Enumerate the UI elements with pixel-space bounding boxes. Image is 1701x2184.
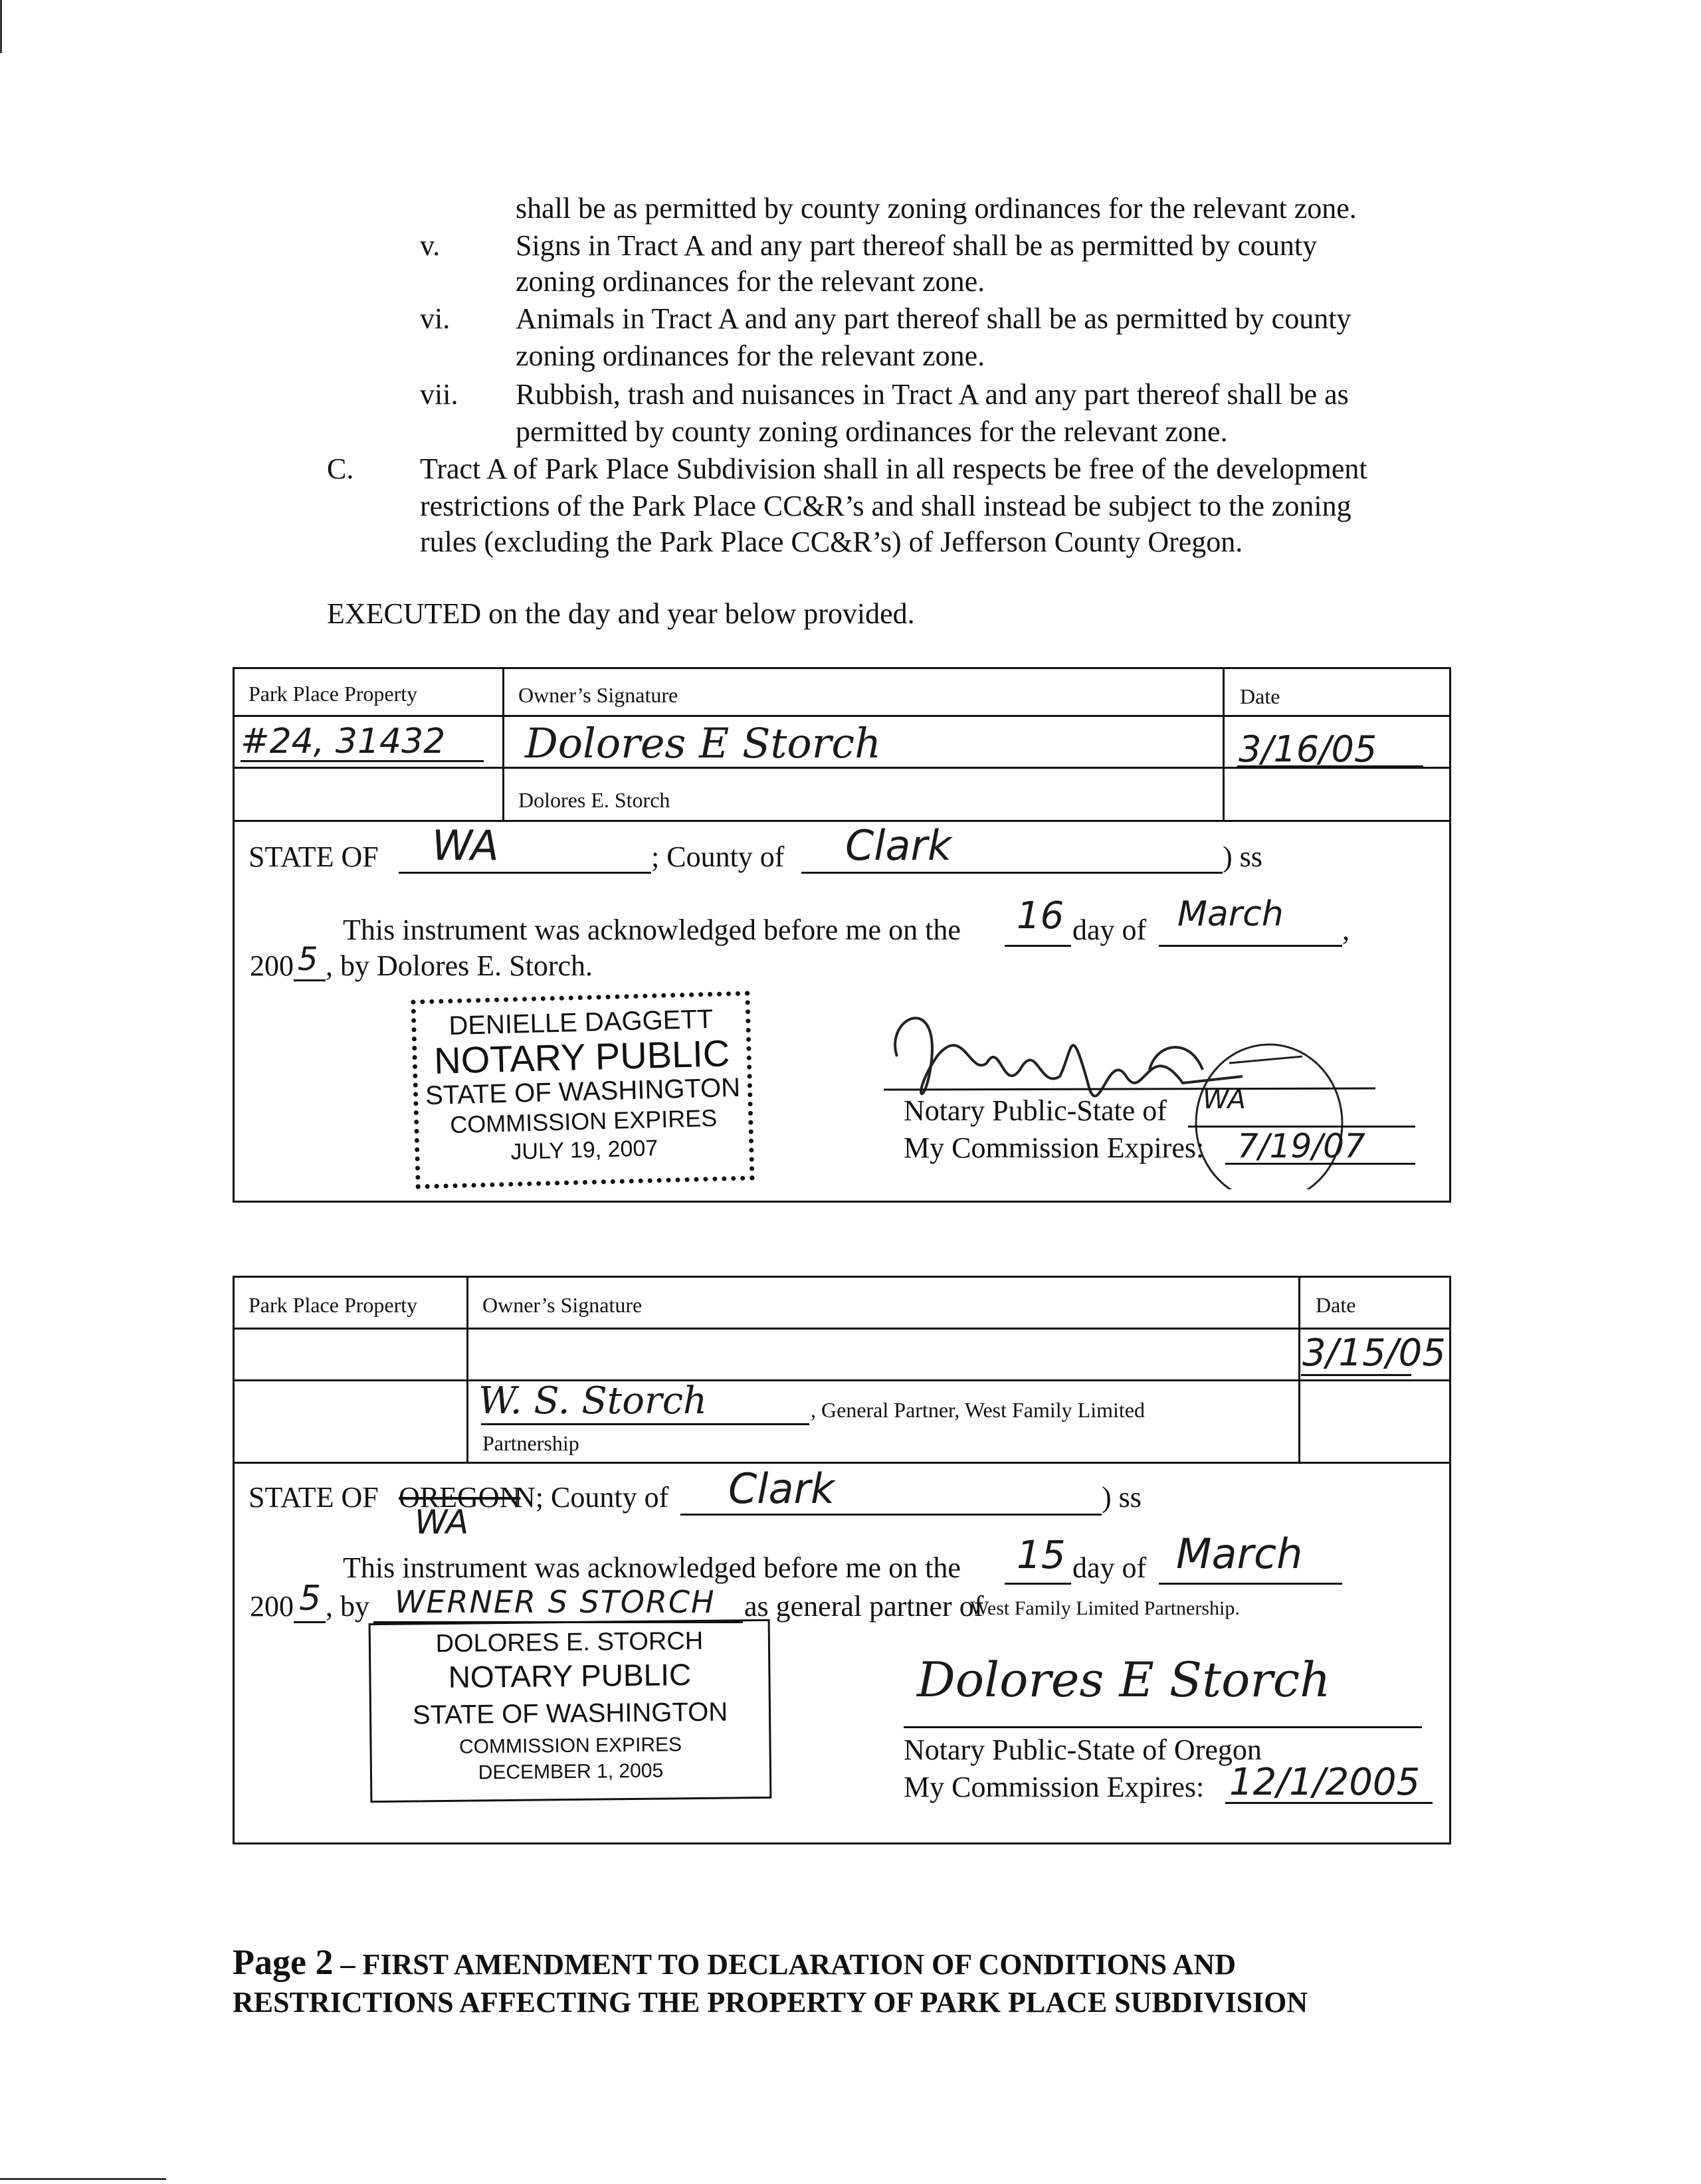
block1-date-underline <box>1237 765 1423 767</box>
block2-header-property: Park Place Property <box>249 1293 418 1317</box>
block1-county-blank <box>801 872 1223 874</box>
block2-partnership: Partnership <box>482 1431 579 1455</box>
block1-owner-signature: Dolores E Storch <box>525 719 882 767</box>
scan-edge-bottom <box>0 2178 166 2180</box>
block1-year-blank <box>294 979 326 981</box>
stamp1-name: DENIELLE DAGGETT <box>448 1004 714 1041</box>
block1-year-prefix: 200 <box>250 949 294 982</box>
block1-header-property: Park Place Property <box>249 682 418 706</box>
block1-by-text: , by Dolores E. Storch. <box>326 949 593 982</box>
notary-stamp-1 <box>411 991 754 1189</box>
footer-line-1 <box>233 1941 1236 1983</box>
block2-ack-text: This instrument was acknowledged before me on the <box>343 1551 961 1584</box>
block1-state-value: WA <box>432 821 499 870</box>
item-v-number: v. <box>420 229 441 262</box>
block2-state-label: STATE OF <box>249 1481 379 1514</box>
block2-county-value: Clark <box>728 1464 835 1513</box>
block1-state-label: STATE OF <box>249 841 379 873</box>
block2-month-blank <box>1159 1583 1342 1585</box>
block1-printed-name: Dolores E. Storch <box>518 788 670 812</box>
block1-notary-line1: Notary Public-State of <box>904 1094 1167 1127</box>
notary-stamp-2 <box>369 1619 772 1803</box>
block2-entity: West Family Limited Partnership. <box>970 1597 1240 1619</box>
block1-row-line-1 <box>233 715 1451 717</box>
block2-row-line-2 <box>233 1379 1451 1381</box>
block1-notary-line2: My Commission Expires: <box>904 1132 1205 1164</box>
block2-date-underline <box>1301 1374 1411 1376</box>
block2-month-value: March <box>1176 1530 1303 1578</box>
item-v-line2: zoning ordinances for the relevant zone. <box>516 265 985 298</box>
block1-row-line-3 <box>233 820 1451 822</box>
block2-notary-line1: Notary Public-State of Oregon <box>904 1734 1262 1766</box>
block1-date-value: 3/16/05 <box>1239 728 1377 770</box>
stamp2-commission: COMMISSION EXPIRES <box>458 1734 682 1758</box>
stamp2-name: DOLORES E. STORCH <box>435 1627 704 1658</box>
block2-day-value: 15 <box>1017 1532 1066 1577</box>
block1-day-of: day of <box>1072 914 1147 946</box>
item-vii-line1: Rubbish, trash and nuisances in Tract A and any part thereof shall be as <box>516 378 1349 411</box>
block2-year-value: 5 <box>299 1579 322 1619</box>
section-c-line2: restrictions of the Park Place CC&R’s and shall instead be subject to the zoning <box>420 490 1351 522</box>
block1-state-blank <box>399 872 651 874</box>
block2-as-general-partner: as general partner of <box>744 1590 984 1623</box>
block1-ack-text: This instrument was acknowledged before me on the <box>343 914 961 946</box>
stamp1-date: JULY 19, 2007 <box>510 1136 658 1165</box>
item-v-line1: Signs in Tract A and any part thereof shall be as permitted by county <box>516 229 1318 262</box>
block2-struck-state: OREGON <box>399 1481 521 1514</box>
block1-expires-value: 7/19/07 <box>1237 1127 1365 1165</box>
block2-row-line-3 <box>233 1462 1451 1464</box>
item-vii-number: vii. <box>420 378 458 411</box>
block2-header-date: Date <box>1316 1293 1356 1317</box>
stamp1-title: NOTARY PUBLIC <box>433 1032 730 1082</box>
block2-notary-line2: My Commission Expires: <box>904 1771 1205 1803</box>
section-c-line1: Tract A of Park Place Subdivision shall in all respects be free of the development <box>420 452 1367 485</box>
block2-partner-text: , General Partner, West Family Limited <box>811 1398 1145 1422</box>
footer-title-1: FIRST AMENDMENT TO DECLARATION OF CONDITIONS AND <box>362 1948 1236 1981</box>
block2-col-line-1 <box>466 1276 468 1463</box>
block2-state-suffix: N; County of <box>514 1481 669 1514</box>
block1-day-value: 16 <box>1017 894 1064 938</box>
block2-signature-underline <box>481 1423 809 1425</box>
block2-year-prefix: 200 <box>250 1590 294 1623</box>
section-c-label: C. <box>327 452 354 485</box>
block1-day-blank <box>1005 945 1071 947</box>
block1-col-line-2 <box>1223 667 1225 821</box>
block2-day-of: day of <box>1072 1551 1147 1584</box>
item-vi-number: vi. <box>420 302 450 335</box>
block2-year-blank <box>294 1621 326 1623</box>
block1-header-signature: Owner’s Signature <box>518 683 678 707</box>
block2-owner-signature: W. S. Storch <box>478 1379 708 1423</box>
stamp2-state: STATE OF WASHINGTON <box>412 1697 728 1730</box>
block2-name-value: WERNER S STORCH <box>395 1584 716 1620</box>
stamp1-commission: COMMISSION EXPIRES <box>449 1104 718 1139</box>
block1-ss: ) ss <box>1223 841 1262 873</box>
block2-header-signature: Owner’s Signature <box>482 1293 643 1317</box>
block2-expires-value: 12/1/2005 <box>1229 1761 1421 1804</box>
block1-month-value: March <box>1177 894 1284 934</box>
stamp2-title: NOTARY PUBLIC <box>448 1657 692 1694</box>
footer-title-2: RESTRICTIONS AFFECTING THE PROPERTY OF PARK PLACE SUBDIVISION <box>233 1986 1308 2019</box>
block2-notary-signature: Dolores E Storch <box>917 1652 1331 1708</box>
block1-property-number: #24, 31432 <box>241 722 446 761</box>
block1-notary-state-value: WA <box>1203 1084 1246 1115</box>
block2-ss: ) ss <box>1102 1481 1142 1514</box>
block2-county-blank <box>680 1514 1102 1516</box>
footer-page-number: Page 2 <box>233 1942 334 1982</box>
executed-statement: EXECUTED on the day and year below provided. <box>327 597 915 630</box>
block2-day-blank <box>1005 1583 1071 1585</box>
scan-edge-left <box>0 0 2 53</box>
item-vi-line2: zoning ordinances for the relevant zone. <box>516 340 985 372</box>
footer-dash: – <box>333 1948 363 1981</box>
block1-month-blank <box>1159 945 1342 947</box>
item-vi-line1: Animals in Tract A and any part thereof shall be as permitted by county <box>516 302 1351 335</box>
block2-state-value: WA <box>415 1503 469 1541</box>
stamp2-date: DECEMBER 1, 2005 <box>478 1759 664 1784</box>
item-vii-line2: permitted by county zoning ordinances for the relevant zone. <box>516 415 1228 448</box>
block1-county-value: Clark <box>845 821 951 870</box>
stamp1-state: STATE OF WASHINGTON <box>425 1072 741 1111</box>
block2-row-line-1 <box>233 1328 1451 1330</box>
block1-col-line-1 <box>502 667 504 821</box>
block1-comma: , <box>1342 914 1350 946</box>
block2-by-label: , by <box>326 1590 369 1623</box>
block1-header-date: Date <box>1240 684 1280 708</box>
block2-date-value: 3/15/05 <box>1302 1332 1446 1375</box>
item-iv-continuation: shall be as permitted by county zoning ordinances for the relevant zone. <box>516 192 1357 225</box>
block1-property-underline <box>241 760 484 762</box>
block1-county-label: ; County of <box>651 841 785 873</box>
section-c-line3: rules (excluding the Park Place CC&R’s) of Jefferson County Oregon. <box>420 526 1243 558</box>
block2-notary-signature-line <box>904 1726 1422 1728</box>
block2-col-line-2 <box>1298 1276 1300 1463</box>
block1-year-value: 5 <box>298 941 318 978</box>
